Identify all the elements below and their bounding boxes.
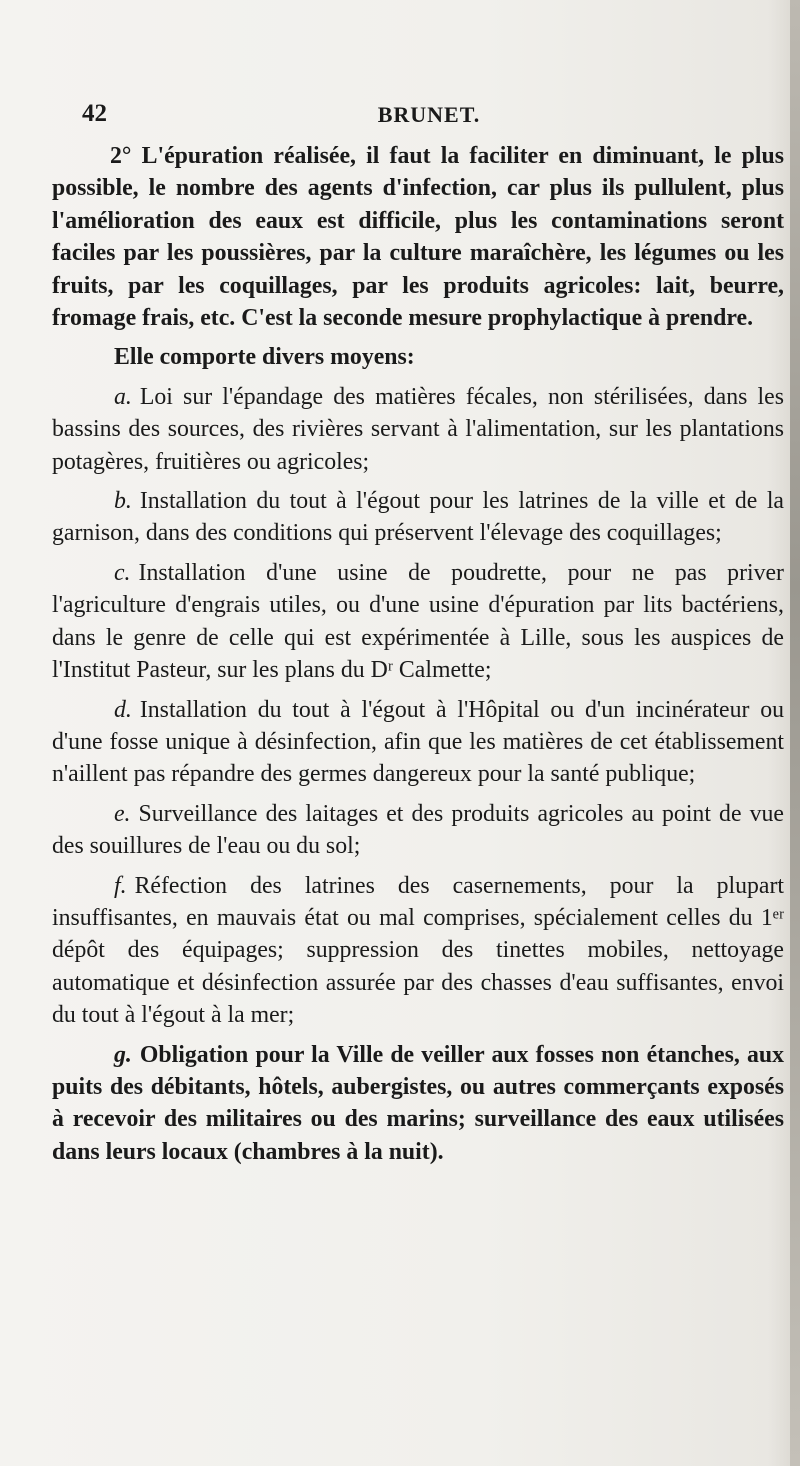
list-item-a — [52, 381, 784, 478]
page-header — [82, 100, 776, 134]
paragraph-means — [52, 341, 784, 373]
list-item-b — [52, 485, 784, 550]
paragraph-text: Réfection des latrines des casernements, pour la plupart insuffisantes, en mauvais état ou mal comprises, spécialement celles du 1ᵉʳ dépôt des équipages; suppression des tinettes mobiles, nettoyage automatique et désinfection assurée par des chasses d'eau suffisantes, envoi du tout à l'égout à la mer; — [52, 872, 784, 1029]
page-number: 42 — [82, 100, 107, 127]
item-letter: e. — [114, 800, 131, 827]
list-item-g — [52, 1039, 784, 1169]
paragraph-text: Elle comporte divers moyens: — [114, 344, 415, 371]
list-item-c — [52, 557, 784, 687]
paragraph-text: Installation du tout à l'égout pour les latrines de la ville et de la garnison, dans des conditions qui préservent l'élevage des coquillages; — [52, 488, 784, 547]
paragraph-text: Surveillance des laitages et des produits agricoles au point de vue des souillures de l'eau ou du sol; — [52, 800, 784, 860]
list-item-f — [52, 870, 784, 1032]
item-letter: g. — [114, 1041, 132, 1068]
page-edge-shadow — [790, 0, 800, 1466]
list-item-e — [52, 798, 784, 863]
item-letter: d. — [114, 696, 132, 723]
paragraph-intro — [52, 140, 784, 334]
list-item-d — [52, 694, 784, 791]
paragraph-text: Installation d'une usine de poudrette, pour ne pas priver l'agriculture d'engrais utiles, ou d'une usine d'épuration par lits bactériens, dans le genre de celle qui est expérimentée à Lille, sous les auspices de l'Institut Pasteur, sur les plans du Dʳ Calmette; — [52, 559, 784, 684]
paragraph-text: Installation du tout à l'égout à l'Hôpital ou d'un incinérateur ou d'une fosse unique à désinfection, afin que les matières de cet établissement n'aillent pas répandre des germes dangereux pour la santé publique; — [52, 696, 784, 788]
item-letter: f. — [114, 872, 127, 899]
item-letter: a. — [114, 383, 132, 410]
paragraph-text: Loi sur l'épandage des matières fécales, non stérilisées, dans les bassins des sources, des rivières servant à l'alimentation, sur les plantations potagères, fruitières ou agricoles; — [52, 383, 784, 475]
item-letter: b. — [114, 488, 132, 515]
body-text — [52, 140, 784, 1175]
paragraph-text: 2° L'épuration réalisée, il faut la faciliter en diminuant, le plus possible, le nombre des agents d'infection, car plus ils pullulent, plus l'amélioration des eaux est difficile, plus les contaminations seront faciles par les poussières, par la culture maraîchère, les légumes ou les fruits, par les coquillages, par les produits agricoles: lait, beurre, fromage frais, etc. C'est la seconde mesure prophylactique à prendre. — [52, 143, 784, 332]
running-head: BRUNET. — [377, 102, 481, 127]
item-letter: c. — [114, 559, 131, 586]
paragraph-text: Obligation pour la Ville de veiller aux fosses non étanches, aux puits des débitants, hôtels, aubergistes, ou autres commerçants exposés à recevoir des militaires ou des marins; surveillance des eaux utilisées dans leurs locaux (chambres à la nuit). — [52, 1041, 784, 1165]
